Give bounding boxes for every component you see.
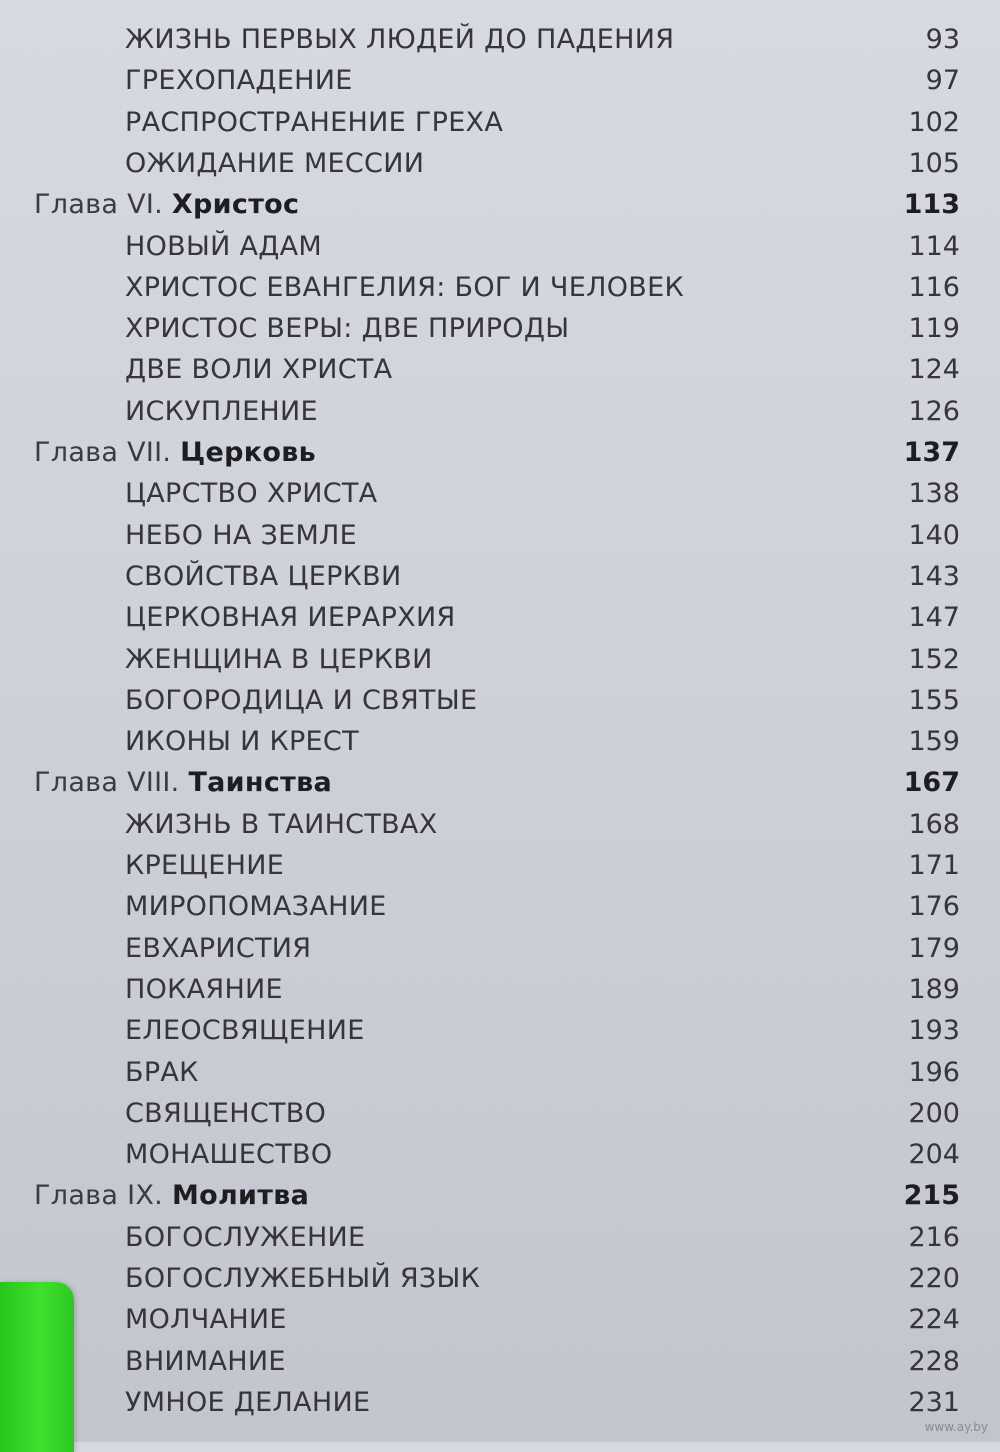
toc-section-title: БОГОСЛУЖЕБНЫЙ ЯЗЫК [125, 1263, 481, 1294]
toc-section-row [0, 887, 1000, 927]
toc-section-row [0, 1218, 1000, 1258]
chapter-number: Глава VI. [34, 189, 172, 221]
toc-section-row [0, 516, 1000, 556]
toc-chapter-heading [34, 763, 332, 803]
page-number: 113 [903, 189, 960, 221]
toc-section-title: ЦАРСТВО ХРИСТА [125, 478, 378, 510]
toc-section-row [0, 227, 1000, 267]
page-number: 140 [908, 519, 960, 551]
page-number: 116 [908, 271, 960, 303]
toc-section-row [0, 1053, 1000, 1093]
page-number: 114 [908, 230, 960, 262]
page-number: 152 [908, 643, 960, 675]
page-number: 124 [908, 354, 960, 386]
page-number: 215 [903, 1180, 960, 1212]
toc-section-row [0, 61, 1000, 101]
toc-section-row [0, 846, 1000, 886]
toc-section-title: ВНИМАНИЕ [125, 1345, 286, 1377]
page-number: 102 [908, 106, 960, 138]
toc-section-row [0, 1011, 1000, 1051]
toc-section-title: НЕБО НА ЗЕМЛЕ [125, 519, 358, 551]
chapter-title: Христос [171, 189, 300, 221]
toc-section-row [0, 805, 1000, 845]
toc-section-row [0, 970, 1000, 1010]
page-number: 167 [903, 767, 960, 799]
page-number: 220 [908, 1263, 960, 1294]
page-number: 147 [908, 602, 960, 634]
toc-section-row [0, 557, 1000, 597]
toc-section-row [0, 392, 1000, 432]
chapter-number: Глава IX. [34, 1180, 172, 1212]
toc-section-title: ОЖИДАНИЕ МЕССИИ [125, 147, 425, 179]
toc-section-row [0, 350, 1000, 390]
toc-section-title: СВЯЩЕНСТВО [125, 1097, 327, 1129]
page-number: 204 [908, 1139, 960, 1171]
toc-section-title: ИКОНЫ И КРЕСТ [125, 726, 359, 758]
chapter-title: Церковь [180, 437, 316, 468]
toc-section-row [0, 1135, 1000, 1175]
toc-section-row [0, 474, 1000, 514]
toc-section-title: БОГОСЛУЖЕНИЕ [125, 1221, 366, 1253]
page-number: 119 [908, 313, 960, 345]
page-number: 97 [925, 65, 960, 97]
toc-section-title: МОНАШЕСТВО [125, 1139, 333, 1171]
toc-section-title: ЕЛЕОСВЯЩЕНИЕ [125, 1015, 365, 1047]
page-number: 189 [908, 973, 960, 1005]
toc-section-row [0, 144, 1000, 184]
page-number: 93 [925, 24, 960, 55]
chapter-title: Таинства [188, 767, 333, 799]
toc-section-title: ГРЕХОПАДЕНИЕ [125, 65, 353, 97]
page-number: 126 [908, 395, 960, 427]
page-number: 105 [908, 147, 960, 179]
toc-chapter-row [0, 1176, 1000, 1216]
page-number: 231 [908, 1386, 960, 1418]
watermark: www.ay.by [924, 1420, 988, 1434]
green-bookmark-tab [0, 1282, 74, 1452]
page-number: 137 [903, 437, 960, 468]
toc-section-title: ИСКУПЛЕНИЕ [125, 395, 318, 427]
toc-section-title: БОГОРОДИЦА И СВЯТЫЕ [125, 684, 478, 716]
page-number: 155 [908, 684, 960, 716]
page-number: 171 [908, 850, 960, 881]
page-number: 168 [908, 808, 960, 840]
page-number: 224 [908, 1304, 960, 1336]
toc-section-row [0, 20, 1000, 60]
toc-section-row [0, 1094, 1000, 1134]
toc-section-row [0, 1383, 1000, 1423]
toc-section-title: ЕВХАРИСТИЯ [125, 932, 312, 964]
toc-section-title: БРАК [125, 1056, 199, 1088]
page-number: 228 [908, 1345, 960, 1377]
toc-section-title: ЖИЗНЬ В ТАИНСТВАХ [125, 808, 438, 840]
toc-section-row [0, 268, 1000, 308]
chapter-number: Глава VII. [34, 437, 181, 468]
toc-section-row [0, 681, 1000, 721]
toc-section-title: УМНОЕ ДЕЛАНИЕ [125, 1386, 371, 1418]
toc-section-row [0, 598, 1000, 638]
toc-section-row [0, 722, 1000, 762]
toc-chapter-heading [34, 1176, 309, 1216]
toc-chapter-heading [34, 433, 316, 473]
page-number: 196 [908, 1056, 960, 1088]
toc-section-title: ЖИЗНЬ ПЕРВЫХ ЛЮДЕЙ ДО ПАДЕНИЯ [125, 24, 675, 55]
toc-section-title: КРЕЩЕНИЕ [125, 850, 285, 881]
toc-chapter-row [0, 763, 1000, 803]
toc-section-title: ЖЕНЩИНА В ЦЕРКВИ [125, 643, 433, 675]
page-number: 138 [908, 478, 960, 510]
toc-section-row [0, 640, 1000, 680]
toc-section-title: МОЛЧАНИЕ [125, 1304, 287, 1336]
toc-section-title: СВОЙСТВА ЦЕРКВИ [125, 560, 402, 592]
toc-chapter-heading [34, 185, 299, 225]
page-number: 200 [908, 1097, 960, 1129]
toc-chapter-row [0, 433, 1000, 473]
toc-section-title: НОВЫЙ АДАМ [125, 230, 323, 262]
toc-section-row [0, 103, 1000, 143]
chapter-number: Глава VIII. [34, 767, 189, 799]
page-number: 159 [908, 726, 960, 758]
toc-section-title: МИРОПОМАЗАНИЕ [125, 891, 387, 923]
toc-section-title: ЦЕРКОВНАЯ ИЕРАРХИЯ [125, 602, 456, 634]
toc-chapter-row [0, 185, 1000, 225]
page-number: 193 [908, 1015, 960, 1047]
page-number: 143 [908, 560, 960, 592]
page-number: 176 [908, 891, 960, 923]
toc-section-title: ХРИСТОС ЕВАНГЕЛИЯ: БОГ И ЧЕЛОВЕК [125, 271, 684, 303]
toc-section-title: ХРИСТОС ВЕРЫ: ДВЕ ПРИРОДЫ [125, 313, 570, 345]
toc-section-row [0, 1342, 1000, 1382]
chapter-title: Молитва [171, 1180, 310, 1212]
toc-section-title: ПОКАЯНИЕ [125, 973, 283, 1005]
toc-section-title: РАСПРОСТРАНЕНИЕ ГРЕХА [125, 106, 504, 138]
toc-section-title: ДВЕ ВОЛИ ХРИСТА [125, 354, 393, 386]
toc-section-row [0, 1300, 1000, 1340]
toc-section-row [0, 1259, 1000, 1299]
page-number: 179 [908, 932, 960, 964]
page-number: 216 [908, 1221, 960, 1253]
toc-section-row [0, 929, 1000, 969]
toc-section-row [0, 309, 1000, 349]
